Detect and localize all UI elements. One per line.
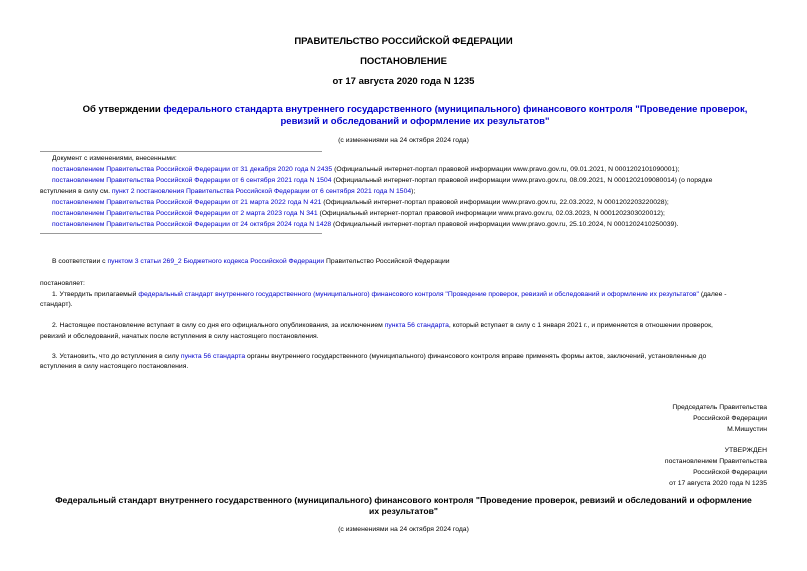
paragraph-3-line2: вступления в силу настоящего постановления. <box>40 363 189 370</box>
signature-position: Председатель Правительства <box>672 404 767 411</box>
changes-top-rule <box>40 151 322 152</box>
standard-title-line2: их результатов" <box>369 506 438 516</box>
paragraph-2: 2. Настоящее постановление вступает в силу со дня его официального опубликования, за исключением пункта 56 стандарта, который вступает в силу с 1 января 2021 г., и применяется в отношении проверок, <box>52 322 713 329</box>
paragraph-1-line2: стандарт). <box>40 301 73 308</box>
approved-country: Российской Федерации <box>693 469 767 476</box>
change-link[interactable]: постановлением Правительства Российской Федерации от 24 октября 2024 года N 1428 <box>52 221 332 228</box>
title-prefix: Об утверждении <box>82 104 164 115</box>
document-title <box>70 104 760 128</box>
government-heading: ПРАВИТЕЛЬСТВО РОССИЙСКОЙ ФЕДЕРАЦИИ <box>294 36 513 47</box>
document-date-number: от 17 августа 2020 года N 1235 <box>332 76 475 87</box>
signature-name: М.Мишустин <box>727 426 767 433</box>
change-link[interactable]: постановлением Правительства Российской Федерации от 31 декабря 2020 года N 2435 <box>52 166 333 173</box>
title-standard-link[interactable]: федерального стандарта внутреннего государственного (муниципального) финансового контроля "Проведение проверок, ревизий и обследований и оформление их результатов" <box>163 104 748 127</box>
paragraph-1: 1. Утвердить прилагаемый федеральный стандарт внутреннего государственного (муниципального) финансового контроля "Проведение проверок, ревизий и обследований и оформление их результатов" (далее - <box>52 291 727 298</box>
standard-title-line1: Федеральный стандарт внутреннего государственного (муниципального) финансового контроля "Проведение проверок, ревизий и обследований и оформление <box>55 495 752 505</box>
budget-code-link[interactable]: пунктом 3 статьи 269_2 Бюджетного кодекса Российской Федерации <box>107 258 325 265</box>
paragraph-3: 3. Установить, что до вступления в силу пункта 56 стандарта органы внутреннего государственного (муниципального) финансового контроля вправе применять формы актов, заключений, установленные до <box>52 353 707 360</box>
standard-edition-note: (с изменениями на 24 октября 2024 года) <box>338 526 469 533</box>
resolves-text: постановляет: <box>40 280 85 287</box>
approved-date: от 17 августа 2020 года N 1235 <box>669 480 767 487</box>
change-link[interactable]: постановлением Правительства Российской Федерации от 2 марта 2023 года N 341 <box>52 210 318 217</box>
change-item: постановлением Правительства Российской Федерации от 2 марта 2023 года N 341 (Официальный интернет-портал правовой информации www.pravo.gov.ru, 02.03.2023, N 0001202303020012); <box>52 210 665 217</box>
change-link[interactable]: постановлением Правительства Российской Федерации от 6 сентября 2021 года N 1504 <box>52 177 332 184</box>
approved-by: постановлением Правительства <box>664 458 767 465</box>
standard-link[interactable]: федеральный стандарт внутреннего государственного (муниципального) финансового контроля "Проведение проверок, ревизий и обследований и оформление их результатов" <box>138 291 699 298</box>
change-item: постановлением Правительства Российской Федерации от 24 октября 2024 года N 1428 (Официальный интернет-портал правовой информации www.pravo.gov.ru, 25.10.2024, N 0001202410250039). <box>52 221 679 228</box>
point-56-link[interactable]: пункта 56 стандарта <box>384 322 449 329</box>
document-type: ПОСТАНОВЛЕНИЕ <box>360 56 447 67</box>
change-link[interactable]: постановлением Правительства Российской Федерации от 21 марта 2022 года N 421 <box>52 199 322 206</box>
change-item: постановлением Правительства Российской Федерации от 21 марта 2022 года N 421 (Официальный интернет-портал правовой информации www.pravo.gov.ru, 22.03.2022, N 0001202203220028); <box>52 199 669 206</box>
point-56-link[interactable]: пункта 56 стандарта <box>180 353 246 360</box>
signature-country: Российской Федерации <box>693 415 767 422</box>
change-item: постановлением Правительства Российской Федерации от 31 декабря 2020 года N 2435 (Официальный интернет-портал правовой информации www.pravo.gov.ru, 09.01.2021, N 0001202101090001); <box>52 166 680 173</box>
change-item: вступления в силу см. пункт 2 постановления Правительства Российской Федерации от 6 сентября 2021 года N 1504); <box>40 188 416 195</box>
approved-label: УТВЕРЖДЕН <box>724 447 767 454</box>
changes-heading: Документ с изменениями, внесенными: <box>52 155 177 162</box>
edition-note: (с изменениями на 24 октября 2024 года) <box>338 137 469 144</box>
changes-bottom-rule <box>40 233 322 234</box>
paragraph-2-line2: ревизий и обследований, начатых после вступления в силу настоящего постановления. <box>40 333 319 340</box>
preamble: В соответствии с пунктом 3 статьи 269_2 Бюджетного кодекса Российской Федерации Правительство Российской Федерации <box>52 258 450 265</box>
change-link[interactable]: пункт 2 постановления Правительства Российской Федерации от 6 сентября 2021 года N 1504 <box>111 188 412 195</box>
change-item: постановлением Правительства Российской Федерации от 6 сентября 2021 года N 1504 (Официальный интернет-портал правовой информации www.pravo.gov.ru, 08.09.2021, N 0001202109080014) (о порядке <box>52 177 713 184</box>
